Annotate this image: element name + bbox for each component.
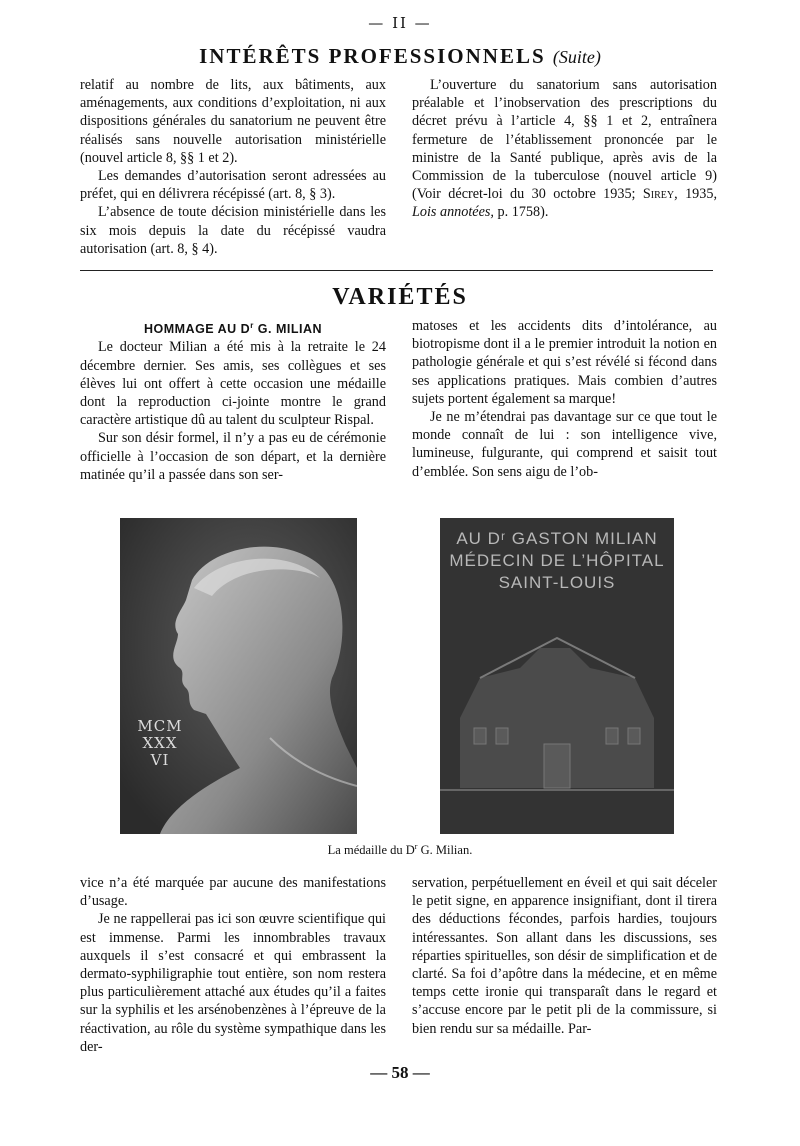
subheading-text: HOMMAGE AU D (143, 322, 251, 337)
medal-dedication-inscription (440, 528, 674, 594)
inscription-line: XXX (142, 734, 178, 752)
paragraph: relatif au nombre de lits, aux bâtiments, aux aménagements, aux conditions d’exploitation, ni aux dispositions générales du sanatorium ne peuvent être réalisés sans nouvelle autorisation ministérielle (nouvel article 8, §§ 1 et 2). (80, 77, 386, 166)
paragraph (412, 76, 717, 222)
paragraph: L’absence de toute décision ministérielle dans les six mois depuis la date du récépissé vaudra autorisation (art. 8, § 4). (80, 204, 386, 257)
article-subheading (80, 317, 386, 338)
inscription-line: SAINT-LOUIS (498, 573, 616, 592)
paragraph: Je ne m’étendrai pas davantage sur ce que tout le monde connaît de lui : son intelligence vive, lumineuse, fulgurante, qui comprend et saisit tout d’emblée. Son sens aigu de l’ob- (412, 409, 717, 480)
varietes-column-1 (80, 317, 386, 484)
paragraph: Le docteur Milian a été mis à la retraite le 24 décembre dernier. Ses amis, ses collègues et ses élèves lui ont offert à cette occasion une médaille dont la reproduction ci-jointe montre le grand caractère artistique dû au talent du sculpteur Rispal. (80, 339, 386, 429)
paragraph: matoses et les accidents dits d’intolérance, au biotropisme dont il a le premier introduit la notion en pathologie générale et qui s’est révélé si fécond dans ses applications pratiques. Mais combien d’autres sujets portent également sa marque! (412, 318, 717, 407)
image-caption (0, 842, 800, 858)
paragraph-text: L’ouverture du sanatorium sans autorisation préalable et l’inobservation des prescriptions du décret prévu à l’article 4, §§ 1 et 2, entraînera fermeture de l’établissement prononcée par le ministre de la Santé publique, après avis de la Commission de la tuberculose (nouvel article 9) (Voir décret-loi du 30 octobre 1935; (412, 77, 717, 203)
portrait-relief (120, 518, 357, 834)
caption-text: G. Milian. (417, 843, 473, 858)
medal-date-inscription (130, 718, 190, 769)
medal-portrait-image (120, 518, 357, 834)
varietes-column-4 (412, 874, 717, 1038)
inscription-line: MÉDECIN DE L’HÔPITAL (449, 551, 665, 570)
paragraph: servation, perpétuellement en éveil et qui sait déceler le petit signe, en apparence insignifiant, dont il tirera des déductions fécondes, parfois hardies, toujours intéressantes. Son allant dans les discussions, ses réparties spirituelles, son désir de simplification et de clarté. Sa foi d’apôtre dans la médecine, et en même temps cette ironie qui transparaît dans le regard et s’accuse encore par le petit pli de la commissure, si bien rendu sur sa médaille. Par- (412, 875, 717, 1037)
caption-superscript: r (414, 842, 418, 851)
page-marker: — II — (368, 14, 432, 32)
varietes-column-2 (412, 317, 717, 481)
varietes-title: VARIÉTÉS (332, 284, 468, 310)
medal-reverse-image (440, 518, 674, 834)
paragraph: Les demandes d’autorisation seront adressées au préfet, qui en délivrera récépissé (art. 8, § 3). (80, 168, 386, 203)
section-divider (80, 270, 713, 271)
interets-right-column (412, 76, 717, 222)
section-title-suffix: (Suite) (552, 47, 601, 67)
varietes-column-3 (80, 874, 386, 1056)
subheading-text: G. MILIAN (253, 322, 323, 337)
paragraph-text: , 1935, (674, 186, 717, 203)
inscription-line: AU Dʳ GASTON MILIAN (456, 529, 658, 548)
page-number: — 58 — (370, 1063, 430, 1082)
inscription-line: MCM (137, 717, 183, 735)
caption-text: La médaille du D (327, 843, 415, 858)
paragraph: vice n’a été marquée par aucune des manifestations d’usage. (80, 875, 386, 910)
section-title-text: INTÉRÊTS PROFESSIONNELS (199, 44, 546, 68)
inscription-line: VI (150, 751, 170, 769)
lois-annotees-reference: Lois annotées, (412, 204, 494, 221)
paragraph: Sur son désir formel, il n’y a pas eu de cérémonie officielle à l’occasion de son départ, et la dernière matinée qu’il a passée dans son ser- (80, 430, 386, 483)
paragraph: Je ne rappellerai pas ici son œuvre scientifique qui est immense. Parmi les innombrables travaux auxquels il s’est consacré et qui embrassent la dermato-syphiligraphie tout entière, son nom restera plus particulièrement attaché aux études qu’il a faites sur la syphilis et les arsénobenzènes à l’épreuve de la réactivation, au rôle du système sympathique dans les der- (80, 911, 386, 1055)
section-title (0, 44, 800, 69)
sirey-reference: Sirey (642, 186, 675, 203)
interets-left-column (80, 76, 386, 258)
subheading-superscript: r (250, 321, 254, 330)
paragraph-text: p. 1758). (497, 204, 549, 221)
